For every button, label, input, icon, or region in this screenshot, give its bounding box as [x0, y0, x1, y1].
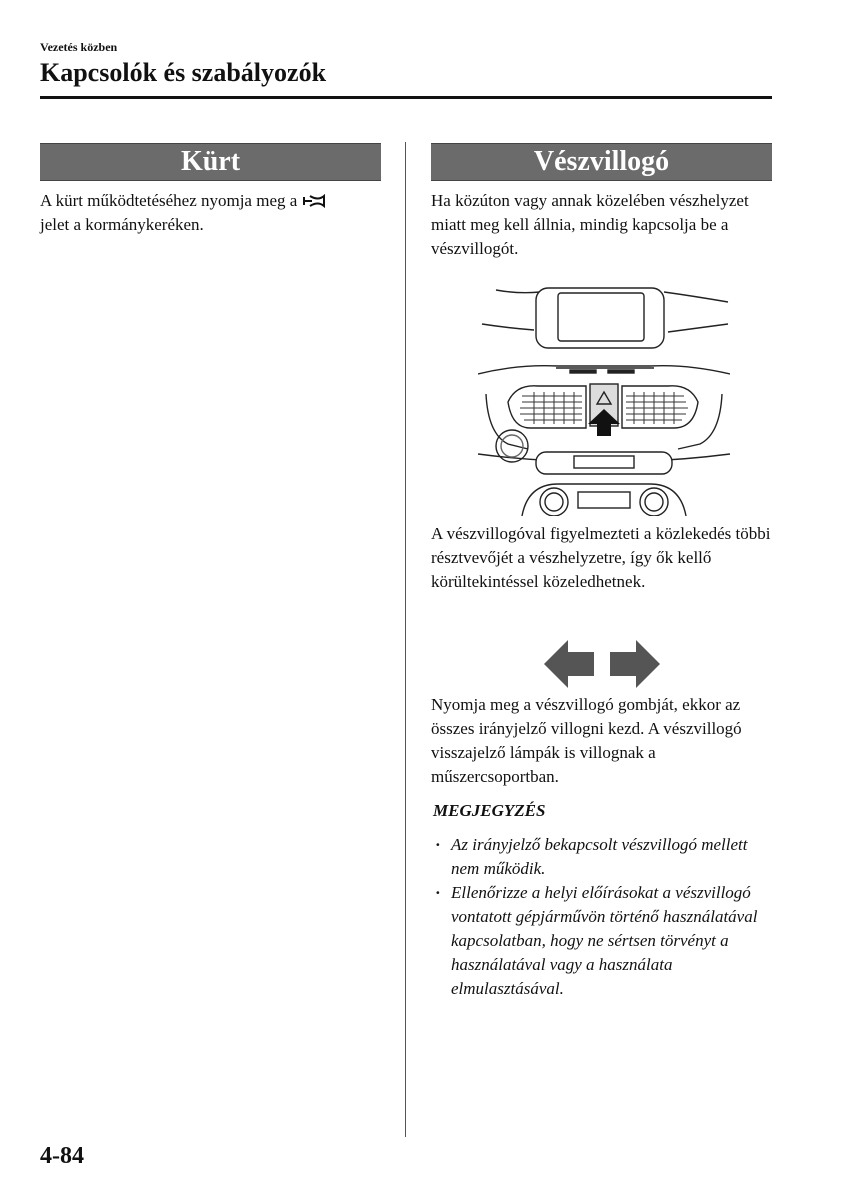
- page-number: 4-84: [40, 1143, 84, 1169]
- hazard-para-2: A vészvillogóval figyelmezteti a közlekedés többi résztvevőjét a vészhelyzetre, így ők kellő körültekintéssel közeledhetnek.: [431, 524, 771, 591]
- note-list: [433, 833, 778, 1001]
- horn-text-before: A kürt működtetéséhez nyomja meg a: [40, 191, 302, 210]
- hazard-heading: Vészvillogó: [431, 143, 772, 181]
- section-label: Vezetés közben: [40, 40, 118, 54]
- hazard-para-3: Nyomja meg a vészvillogó gombját, ekkor az összes irányjelző villogni kezd. A vészvillogó visszajelző lámpák is villognak a műszercsoportban.: [431, 695, 742, 786]
- column-divider: [405, 142, 406, 1137]
- note-item: · Ellenőrizze a helyi előírásokat a vészvillogó vontatott gépjárművön történő használatával kapcsolatban, hogy ne sértsen törvényt a használatával vagy a használata elmulasztásával.: [433, 881, 778, 1001]
- horn-text-after: jelet a kormánykeréken.: [40, 215, 204, 234]
- turn-signal-arrows-icon: [542, 638, 662, 690]
- dashboard-illustration: [478, 284, 730, 516]
- hazard-para-1: Ha közúton vagy annak közelében vészhelyzet miatt meg kell állnia, mindig kapcsolja be a vészvillogót.: [431, 191, 749, 258]
- page-title: Kapcsolók és szabályozók: [40, 58, 327, 87]
- horn-instructions: [40, 189, 385, 237]
- horn-heading: Kürt: [40, 143, 381, 181]
- header-rule: [40, 96, 772, 99]
- note-heading: MEGJEGYZÉS: [433, 801, 546, 820]
- note-item: · Az irányjelző bekapcsolt vészvillogó mellett nem működik.: [433, 833, 778, 881]
- horn-icon: [302, 191, 326, 205]
